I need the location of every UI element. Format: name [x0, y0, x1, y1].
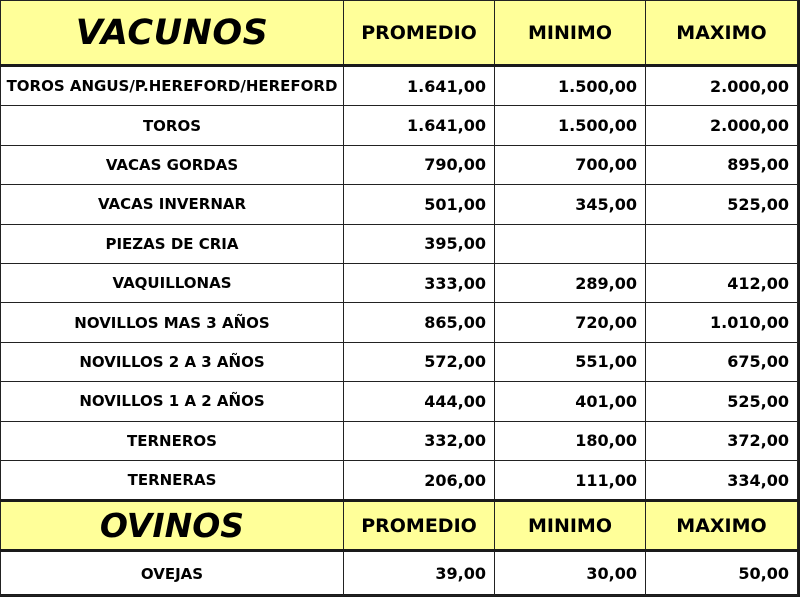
row-promedio: 865,00 [344, 303, 495, 342]
row-minimo: 180,00 [495, 421, 646, 460]
table-row [1, 382, 798, 421]
row-minimo: 1.500,00 [495, 66, 646, 106]
vacunos-title: VACUNOS [1, 1, 344, 66]
row-name: TERNERAS [1, 460, 344, 500]
table-row [1, 551, 798, 596]
row-name: TERNEROS [1, 421, 344, 460]
row-promedio: 444,00 [344, 382, 495, 421]
row-promedio: 572,00 [344, 342, 495, 381]
row-maximo: 525,00 [646, 382, 798, 421]
row-maximo: 525,00 [646, 185, 798, 224]
vacunos-header-minimo: MINIMO [495, 1, 646, 66]
row-name: NOVILLOS 1 A 2 AÑOS [1, 382, 344, 421]
row-promedio: 333,00 [344, 263, 495, 302]
table-row [1, 303, 798, 342]
row-name: VAQUILLONAS [1, 263, 344, 302]
row-promedio: 395,00 [344, 224, 495, 263]
table-row [1, 460, 798, 500]
row-maximo: 2.000,00 [646, 66, 798, 106]
row-promedio: 206,00 [344, 460, 495, 500]
row-minimo: 1.500,00 [495, 106, 646, 145]
row-maximo: 372,00 [646, 421, 798, 460]
row-promedio: 790,00 [344, 145, 495, 184]
vacunos-header-maximo: MAXIMO [646, 1, 798, 66]
row-name: VACAS GORDAS [1, 145, 344, 184]
row-maximo: 1.010,00 [646, 303, 798, 342]
row-name: VACAS INVERNAR [1, 185, 344, 224]
row-minimo: 111,00 [495, 460, 646, 500]
row-maximo: 895,00 [646, 145, 798, 184]
table-row [1, 421, 798, 460]
row-promedio: 332,00 [344, 421, 495, 460]
row-minimo [495, 224, 646, 263]
table-row [1, 66, 798, 106]
row-name: PIEZAS DE CRIA [1, 224, 344, 263]
row-maximo [646, 224, 798, 263]
row-minimo: 401,00 [495, 382, 646, 421]
row-promedio: 1.641,00 [344, 66, 495, 106]
row-minimo: 720,00 [495, 303, 646, 342]
row-name: NOVILLOS 2 A 3 AÑOS [1, 342, 344, 381]
table-row [1, 342, 798, 381]
ovinos-title: OVINOS [1, 501, 344, 551]
vacunos-header-promedio: PROMEDIO [344, 1, 495, 66]
row-minimo: 30,00 [495, 551, 646, 596]
row-name: TOROS [1, 106, 344, 145]
row-name: OVEJAS [1, 551, 344, 596]
row-name: NOVILLOS MAS 3 AÑOS [1, 303, 344, 342]
row-maximo: 50,00 [646, 551, 798, 596]
vacunos-header-row [1, 1, 798, 66]
row-maximo: 2.000,00 [646, 106, 798, 145]
table-row [1, 185, 798, 224]
ovinos-header-minimo: MINIMO [495, 501, 646, 551]
row-minimo: 700,00 [495, 145, 646, 184]
table-row [1, 145, 798, 184]
row-promedio: 1.641,00 [344, 106, 495, 145]
table-row [1, 106, 798, 145]
row-minimo: 289,00 [495, 263, 646, 302]
row-promedio: 501,00 [344, 185, 495, 224]
row-minimo: 345,00 [495, 185, 646, 224]
row-promedio: 39,00 [344, 551, 495, 596]
row-maximo: 675,00 [646, 342, 798, 381]
table-row [1, 263, 798, 302]
row-maximo: 412,00 [646, 263, 798, 302]
row-name: TOROS ANGUS/P.HEREFORD/HEREFORD [1, 66, 344, 106]
ovinos-header-promedio: PROMEDIO [344, 501, 495, 551]
table-row [1, 224, 798, 263]
ovinos-header-row [1, 501, 798, 551]
ovinos-header-maximo: MAXIMO [646, 501, 798, 551]
row-minimo: 551,00 [495, 342, 646, 381]
row-maximo: 334,00 [646, 460, 798, 500]
